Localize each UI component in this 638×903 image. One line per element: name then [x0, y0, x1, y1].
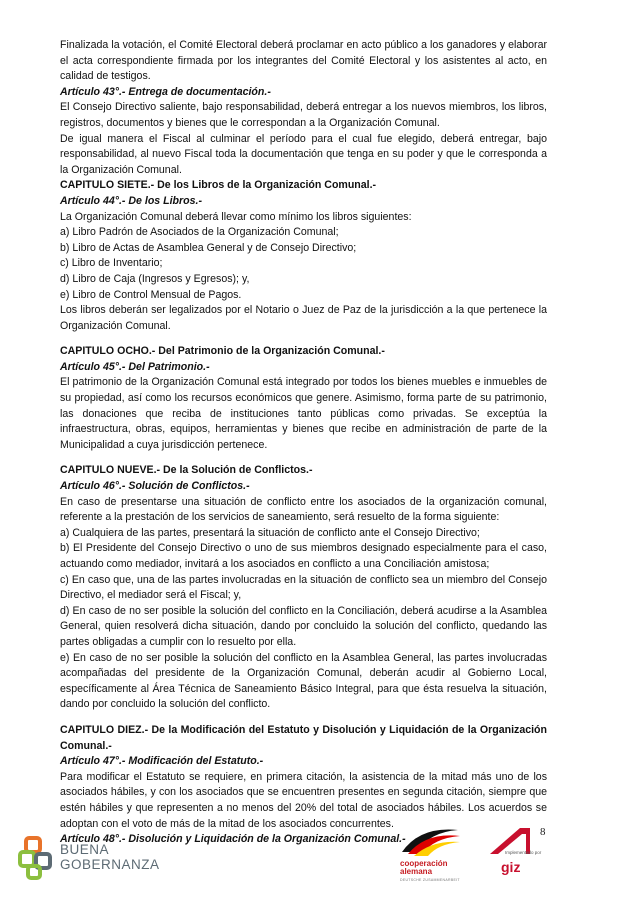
chapter-heading: CAPITULO NUEVE.- De la Solución de Conflictos.- — [60, 464, 313, 477]
document-body — [60, 38, 547, 848]
logo-text-line1: BUENA — [60, 842, 110, 857]
list-item: d) Libro de Caja (Ingresos y Egresos); y, — [60, 272, 250, 285]
paragraph-spacer — [60, 334, 547, 344]
body-paragraph: De igual manera el Fiscal al culminar el período para el cual fue elegido, deberá entregar, bajo responsabilidad, al nuevo Fiscal toda la documentación que tenga en su poder y que le corresponda a la Organización Comunal. — [60, 132, 547, 176]
alemana-text: alemana — [400, 867, 433, 876]
cooperacion-alemana-giz-logo — [400, 820, 580, 890]
body-paragraph: c) En caso que, una de las partes involucradas en la situación de conflicto sea un miembro del Consejo Directivo, el mediador será el Fiscal; y, — [60, 573, 547, 602]
list-item: La Organización Comunal deberá llevar como mínimo los libros siguientes: — [60, 210, 412, 223]
chapter-heading: CAPITULO SIETE.- De los Libros de la Organización Comunal.- — [60, 179, 377, 192]
article-heading: Artículo 45°.- Del Patrimonio.- — [60, 360, 210, 373]
body-paragraph: En caso de presentarse una situación de conflicto entre los asociados de la organización comunal, referente a la prestación de los servicios de saneamiento, será resuelto de la forma siguiente: — [60, 495, 547, 524]
body-paragraph: Para modificar el Estatuto se requiere, en primera citación, la asistencia de la mitad más uno de los asociados hábiles, y con los asociados que se encuentren presentes en segunda citación, siempre que estén hábiles y que representen a no menos del 20% del total de asociados hábiles. Los acuerdos se adoptan con el voto de más de la mitad de los asociados concurrentes. — [60, 770, 547, 830]
body-paragraph: El patrimonio de la Organización Comunal está integrado por todos los bienes muebles e inmuebles de su propiedad, así como los recursos económicos que genere. Asimismo, forma parte de su patrimonio, las donaciones que reciba de instituciones tanto públicas como privadas. Se exceptúa la infraestructura, obras, equipos, herramientas y bienes que recibe en administración de parte de la Municipalidad a cuya jurisdicción pertenece. — [60, 376, 547, 451]
body-paragraph: e) En caso de no ser posible la solución del conflicto en la Asamblea General, las partes involucradas acompañadas del presidente de la Organización Comunal, deberán acudir al Gobierno Local, específicamente al Área Técnica de Saneamiento Básico Integral, para que ésta resuelva la situación, dando por concluido la solución del conflicto. — [60, 651, 547, 711]
list-item: c) Libro de Inventario; — [60, 257, 163, 270]
body-paragraph: d) En caso de no ser posible la solución del conflicto en la Conciliación, deberá acudirse a la Asamblea General, quien resolverá dicha situación, dando por concluido la solución del conflicto, quedando las partes obligadas a cumplir con lo resuelto por ella. — [60, 604, 547, 648]
list-item: e) Libro de Control Mensual de Pagos. — [60, 288, 242, 301]
article-heading: Artículo 47°.- Modificación del Estatuto.- — [60, 755, 264, 768]
buena-gobernanza-logo — [18, 836, 218, 886]
list-item: b) Libro de Actas de Asamblea General y de Consejo Directivo; — [60, 241, 357, 254]
cooperacion-text: cooperación — [400, 859, 448, 868]
logo-text-line2: GOBERNANZA — [60, 857, 160, 872]
buena-gobernanza-emblem-icon — [18, 836, 58, 882]
list-item: a) Cualquiera de las partes, presentará la situación de conflicto ante el Consejo Directivo; — [60, 526, 480, 539]
paragraph-spacer — [60, 713, 547, 723]
article-heading: Artículo 48°.- Disolución y Liquidación de la Organización Comunal.- — [60, 833, 406, 846]
german-flag-swoosh-icon — [400, 822, 462, 860]
deutsche-zusammenarbeit-text: DEUTSCHE ZUSAMMENARBEIT — [400, 878, 460, 882]
list-item: a) Libro Padrón de Asociados de la Organización Comunal; — [60, 226, 339, 239]
article-heading: Artículo 44°.- De los Libros.- — [60, 194, 202, 207]
body-paragraph: Finalizada la votación, el Comité Electoral deberá proclamar en acto público a los ganadores y elaborar el acta correspondiente firmada por los integrantes del Comité Electoral y los asistentes al acto, en calidad de testigos. — [60, 39, 547, 83]
chapter-heading: CAPITULO OCHO.- Del Patrimonio de la Organización Comunal.- — [60, 345, 385, 358]
article-heading: Artículo 43°.- Entrega de documentación.- — [60, 85, 271, 98]
body-paragraph: El Consejo Directivo saliente, bajo responsabilidad, deberá entregar a los nuevos miembros, los libros, registros, documentos y bienes que le correspondan a la Organización Comunal. — [60, 101, 547, 129]
article-heading: Artículo 46°.- Solución de Conflictos.- — [60, 480, 250, 493]
page-number: 8 — [540, 826, 546, 838]
body-paragraph: Los libros deberán ser legalizados por el Notario o Juez de Paz de la jurisdicción a la que pertenece la Organización Comunal. — [60, 304, 547, 332]
giz-logo-text: giz — [501, 859, 521, 875]
paragraph-spacer — [60, 453, 547, 463]
implementado-por-text: Implementado por — [505, 850, 542, 855]
body-paragraph: b) El Presidente del Consejo Directivo o uno de sus miembros designado especialmente para el caso, actuando como mediador, invitará a los asociados en conflicto a una Conciliación amistosa; — [60, 542, 547, 570]
chapter-heading: CAPITULO DIEZ.- De la Modificación del Estatuto y Disolución y Liquidación de la Organización Comunal.- — [60, 723, 547, 752]
